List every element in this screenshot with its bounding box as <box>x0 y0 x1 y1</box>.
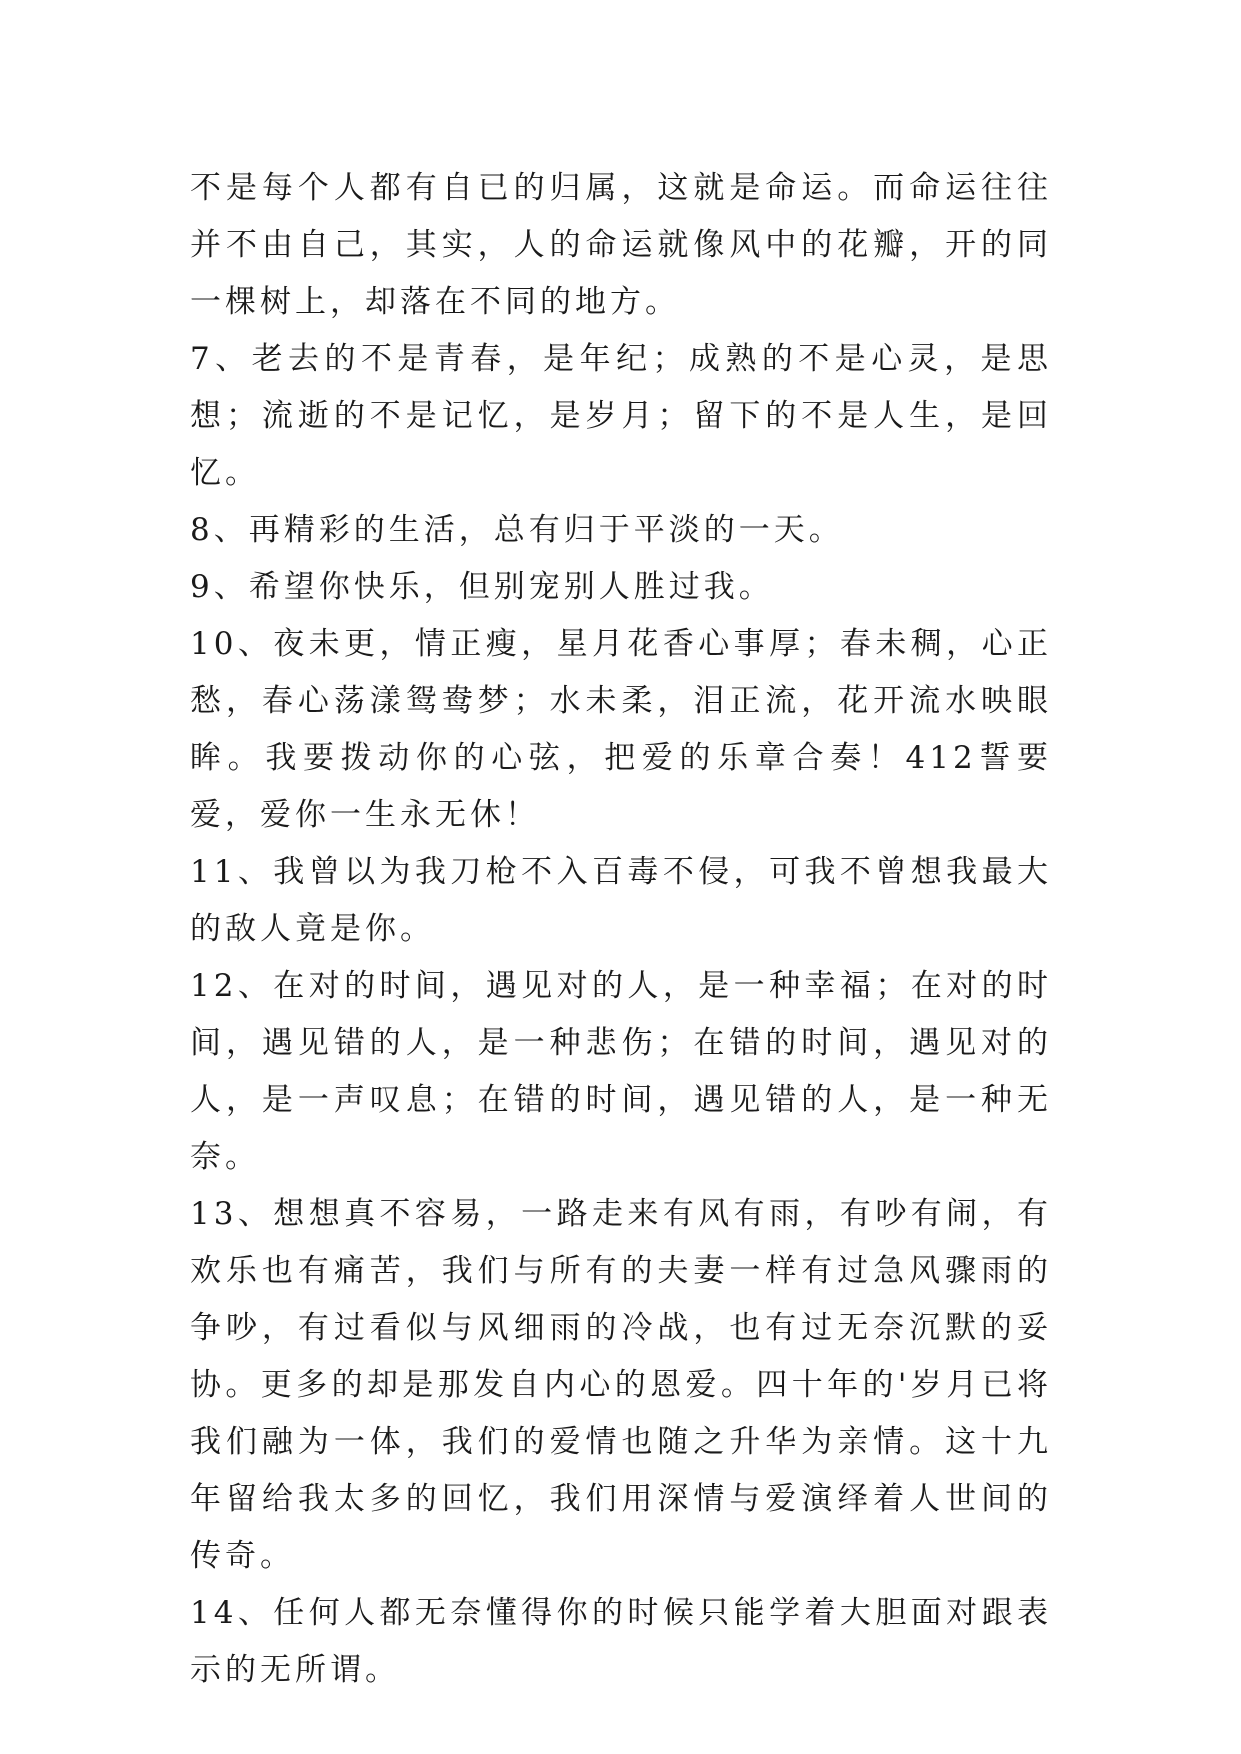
paragraph-7: 7、老去的不是青春，是年纪；成熟的不是心灵，是思想；流逝的不是记忆，是岁月；留下的不是人生，是回忆。 <box>190 341 1052 491</box>
paragraph-13: 13、想想真不容易，一路走来有风有雨，有吵有闹，有欢乐也有痛苦，我们与所有的夫妻一样有过急风骤雨的争吵，有过看似与风细雨的冷战，也有过无奈沉默的妥协。更多的却是那发自内心的恩爱。四十年的'岁月已将我们融为一体，我们的爱情也随之升华为亲情。这十九年留给我太多的回忆，我们用深情与爱演绎着人世间的传奇。 <box>190 1196 1052 1574</box>
document-body <box>190 160 1052 1699</box>
paragraph-14: 14、任何人都无奈懂得你的时候只能学着大胆面对跟表示的无所谓。 <box>190 1595 1052 1688</box>
paragraph-9: 9、希望你快乐，但别宠别人胜过我。 <box>190 569 774 605</box>
paragraph-8: 8、再精彩的生活，总有归于平淡的一天。 <box>190 512 844 548</box>
paragraph-10: 10、夜未更，情正瘦，星月花香心事厚；春未稠，心正愁，春心荡漾鸳鸯梦；水未柔，泪正流，花开流水映眼眸。我要拨动你的心弦，把爱的乐章合奏！412誓要爱，爱你一生永无休！ <box>190 626 1052 833</box>
paragraph-12: 12、在对的时间，遇见对的人，是一种幸福；在对的时间，遇见错的人，是一种悲伤；在错的时间，遇见对的人，是一声叹息；在错的时间，遇见错的人，是一种无奈。 <box>190 968 1052 1175</box>
paragraph-intro: 不是每个人都有自已的归属，这就是命运。而命运往往并不由自己，其实，人的命运就像风中的花瓣，开的同一棵树上，却落在不同的地方。 <box>190 170 1052 320</box>
paragraph-11: 11、我曾以为我刀枪不入百毒不侵，可我不曾想我最大的敌人竟是你。 <box>190 854 1052 947</box>
